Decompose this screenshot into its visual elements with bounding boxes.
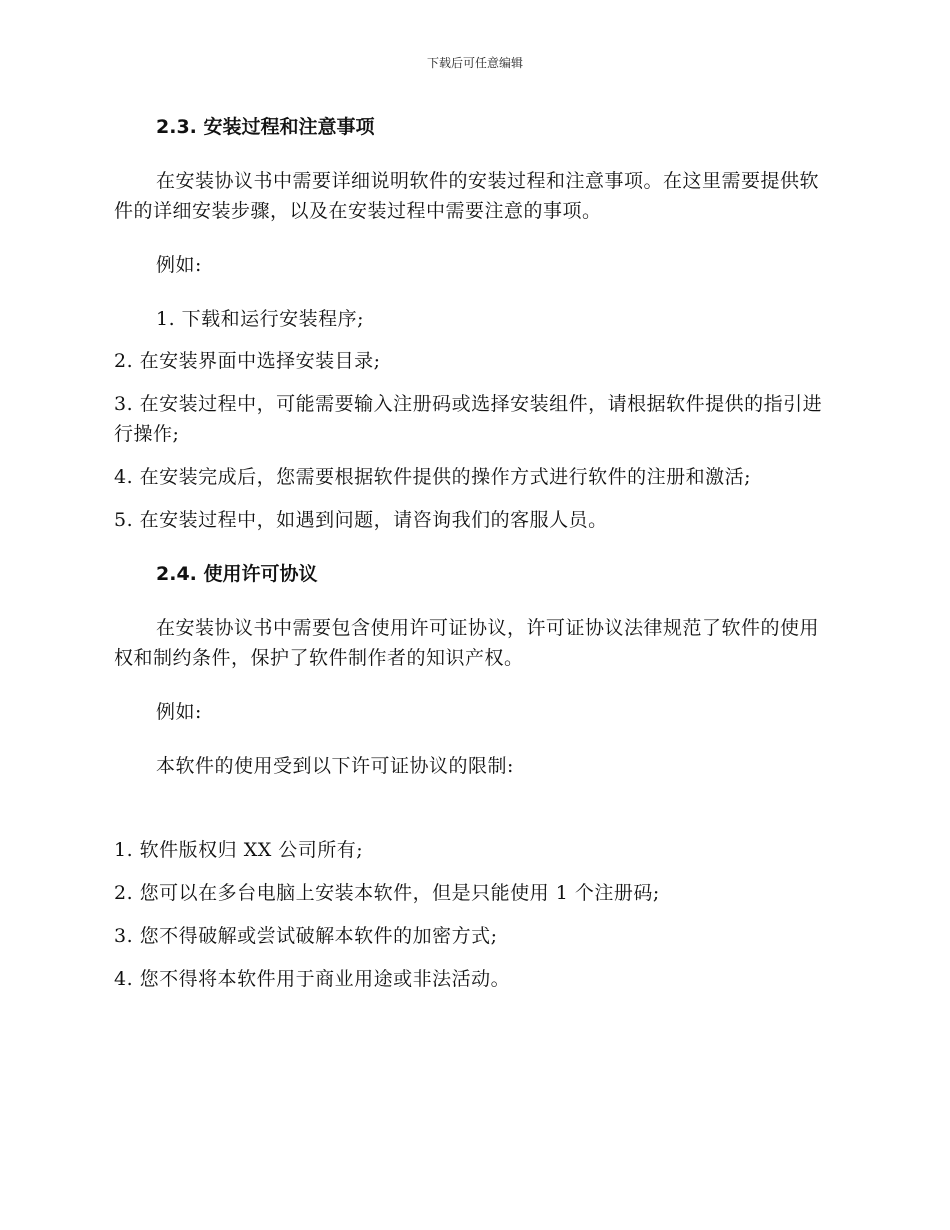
section-heading-2-3: 2.3. 安装过程和注意事项 [156,116,375,138]
section-2-4-example-label: 例如: [156,701,202,723]
list-item: 2. 您可以在多台电脑上安装本软件，但是只能使用 1 个注册码; [114,882,660,904]
list-item: 5. 在安装过程中，如遇到问题，请咨询我们的客服人员。 [114,509,608,531]
section-heading-2-4: 2.4. 使用许可协议 [156,563,318,585]
section-2-3-example-label: 例如: [156,254,202,276]
list-item: 3. 在安装过程中，可能需要输入注册码或选择安装组件，请根据软件提供的指引进行操作; [114,393,823,445]
document-body [114,112,834,1007]
section-2-4-intro: 在安装协议书中需要包含使用许可证协议，许可证协议法律规范了软件的使用权和制约条件，保护了软件制作者的知识产权。 [114,617,820,669]
list-item: 4. 在安装完成后，您需要根据软件提供的操作方式进行软件的注册和激活; [114,466,752,488]
list-item: 1. 下载和运行安装程序; [156,308,365,330]
list-item: 3. 您不得破解或尝试破解本软件的加密方式; [114,925,498,947]
list-item: 1. 软件版权归 XX 公司所有; [114,839,364,861]
list-item: 4. 您不得将本软件用于商业用途或非法活动。 [114,968,511,990]
section-2-4-lead: 本软件的使用受到以下许可证协议的限制: [156,755,514,777]
section-2-3-intro: 在安装协议书中需要详细说明软件的安装过程和注意事项。在这里需要提供软件的详细安装步骤，以及在安装过程中需要注意的事项。 [114,170,820,222]
page-header: 下载后可任意编辑 [426,56,523,70]
list-item: 2. 在安装界面中选择安装目录; [114,350,381,372]
blank-line [114,805,834,835]
